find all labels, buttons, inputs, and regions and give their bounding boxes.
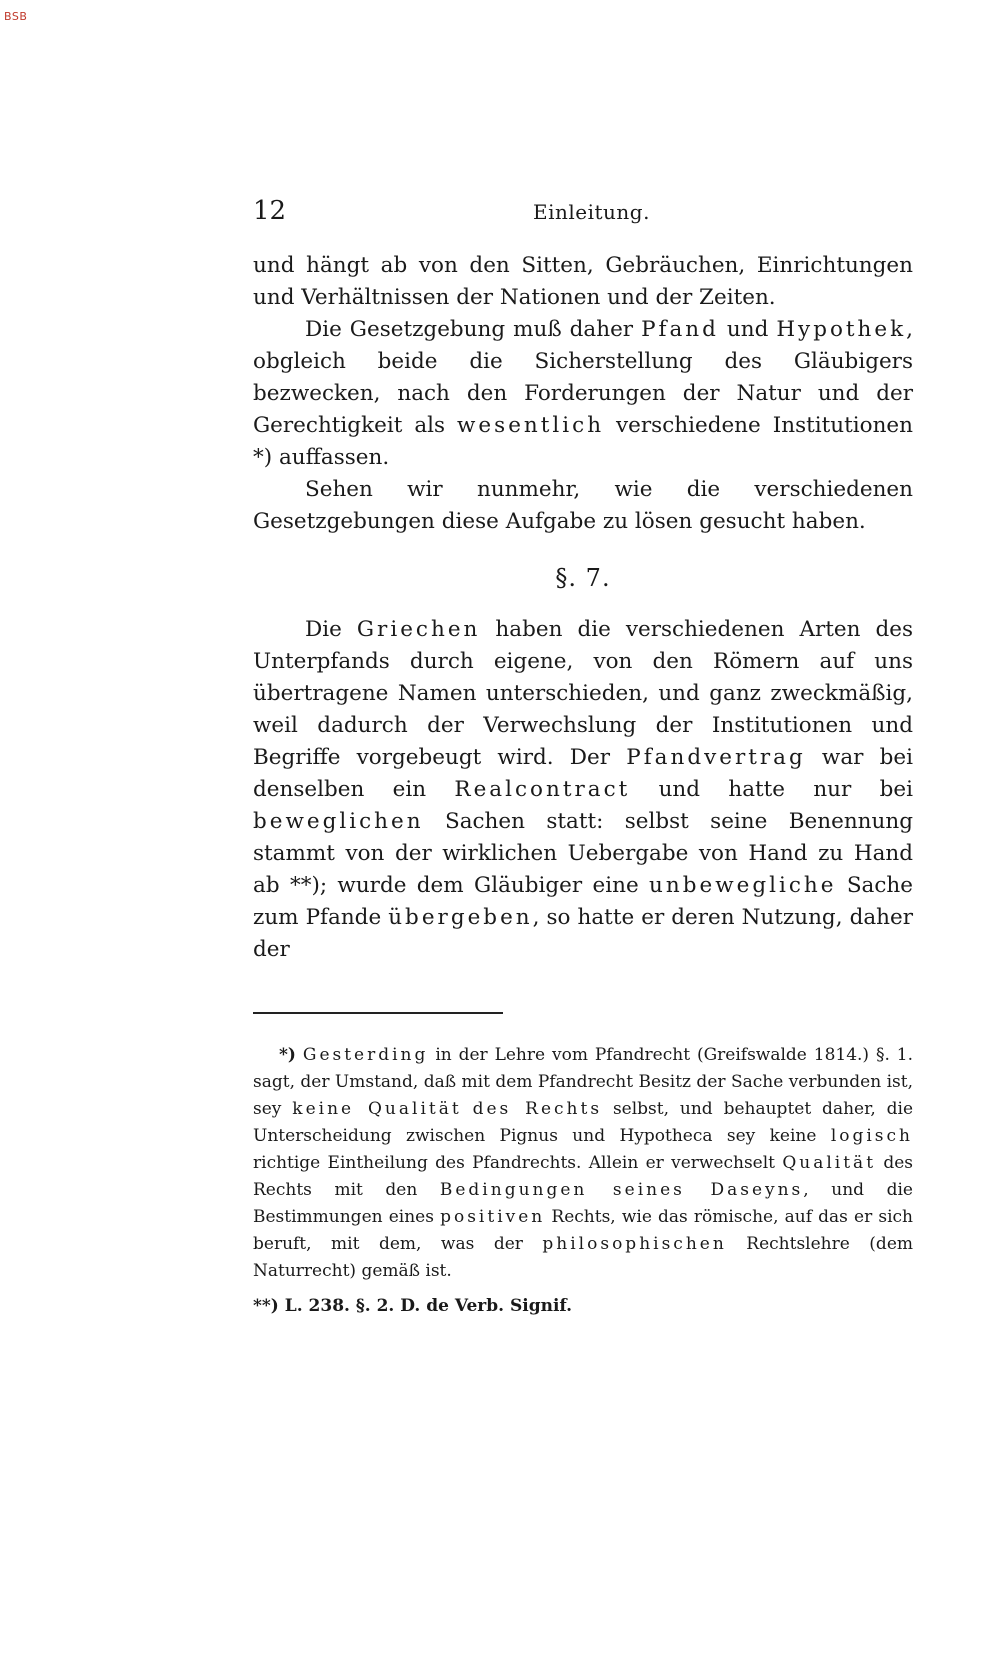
- book-page: [253, 196, 913, 1328]
- text-run: und hatte nur bei: [630, 777, 913, 802]
- emphasis-keine-qualitaet: keine Qualität: [292, 1099, 462, 1119]
- emphasis-pfand: Pfand: [641, 317, 719, 342]
- section-heading: §. 7.: [555, 564, 611, 592]
- emphasis-beweglichen: beweglichen: [253, 809, 424, 834]
- footnote-2: [253, 1293, 913, 1320]
- text-run: des Rechts mit den: [253, 1153, 913, 1200]
- emphasis-des-rechts: des Rechts: [472, 1099, 603, 1119]
- emphasis-bedingungen: Bedingungen seines Daseyns: [439, 1180, 804, 1200]
- emphasis-uebergeben: übergeben: [388, 905, 533, 930]
- page-number: 12: [253, 196, 287, 226]
- text-run: Rechtslehre (dem Naturrecht) gemäß ist.: [253, 1234, 913, 1281]
- paragraph-transition: Sehen wir nunmehr, wie die verschiedenen Gesetzgebungen diese Aufgabe zu lösen gesucht haben.: [253, 477, 913, 534]
- footnote-citation: L. 238. §. 2. D. de Verb. Signif.: [278, 1296, 573, 1316]
- text-run: war bei denselben ein: [253, 745, 913, 802]
- text-run: , und die Bestimmungen eines: [253, 1180, 913, 1227]
- running-title: Einleitung.: [533, 200, 650, 224]
- emphasis-unbewegliche: unbewegliche: [649, 873, 837, 898]
- footnote-marker: *): [279, 1045, 296, 1065]
- text-run: [462, 1099, 473, 1119]
- emphasis-logisch: logisch: [830, 1126, 913, 1146]
- emphasis-qualitaet: Qualität: [782, 1153, 877, 1173]
- text-run: Sachen statt: selbst seine Benennung stammt von der wirklichen Uebergabe von Hand zu Hand ab **); wurde dem Gläubiger eine: [253, 809, 913, 898]
- text-run: selbst, und behauptet daher, die Unterscheidung zwischen Pignus und Hypotheca sey keine: [253, 1099, 914, 1146]
- main-text: [253, 250, 913, 966]
- emphasis-wesentlich: wesentlich: [457, 413, 605, 438]
- footnote-divider: [253, 1012, 503, 1014]
- emphasis-pfandvertrag: Pfandvertrag: [626, 745, 806, 770]
- text-run: , obgleich beide die Sicherstellung des Gläubigers bezwecken, nach den Forderungen der Natur und der Gerechtigkeit als: [253, 317, 913, 438]
- emphasis-realcontract: Realcontract: [454, 777, 631, 802]
- text-run: [296, 1045, 303, 1065]
- text-run: und: [718, 317, 777, 342]
- text-run: Sache zum Pfande: [253, 873, 913, 930]
- footnote-1: [253, 1042, 913, 1285]
- emphasis-gesterding: Gesterding: [302, 1045, 429, 1065]
- library-watermark: BSB: [4, 10, 28, 23]
- text-run: , so hatte er deren Nutzung, daher der: [253, 905, 913, 962]
- paragraph-continued: und hängt ab von den Sitten, Gebräuchen, Einrichtungen und Verhältnissen der Nationen und der Zeiten.: [253, 253, 913, 310]
- running-header: [253, 196, 913, 230]
- footnotes: [253, 1042, 913, 1320]
- paragraph-legislation: [253, 314, 913, 474]
- emphasis-griechen: Griechen: [356, 617, 481, 642]
- text-run: in der Lehre vom Pfandrecht (Greifswalde 1814.) §. 1. sagt, der Umstand, daß mit dem Pfandrecht Besitz der Sache verbunden ist, sey: [253, 1045, 914, 1119]
- text-run: richtige Eintheilung des Pfandrechts. Allein er verwechselt: [253, 1153, 783, 1173]
- emphasis-positiven: positiven: [440, 1207, 546, 1227]
- text-run: Die: [305, 617, 357, 642]
- text-run: haben die verschiedenen Arten des Unterpfands durch eigene, von den Römern auf uns übertragene Namen unterschieden, und ganz zweckmäßig, weil dadurch der Verwechslung der Institutionen und Begriffe vorgebeugt wird. Der: [253, 617, 914, 770]
- paragraph-greeks: [253, 614, 913, 966]
- footnote-marker: **): [253, 1296, 279, 1316]
- text-run: Rechts, wie das römische, auf das er sich beruft, mit dem, was der: [253, 1207, 913, 1254]
- text-run: Die Gesetzgebung muß daher: [305, 317, 642, 342]
- text-run: verschiedene Institutionen *) auffassen.: [253, 413, 913, 470]
- emphasis-hypothek: Hypothek: [776, 317, 907, 342]
- emphasis-philosophischen: philosophischen: [542, 1234, 727, 1254]
